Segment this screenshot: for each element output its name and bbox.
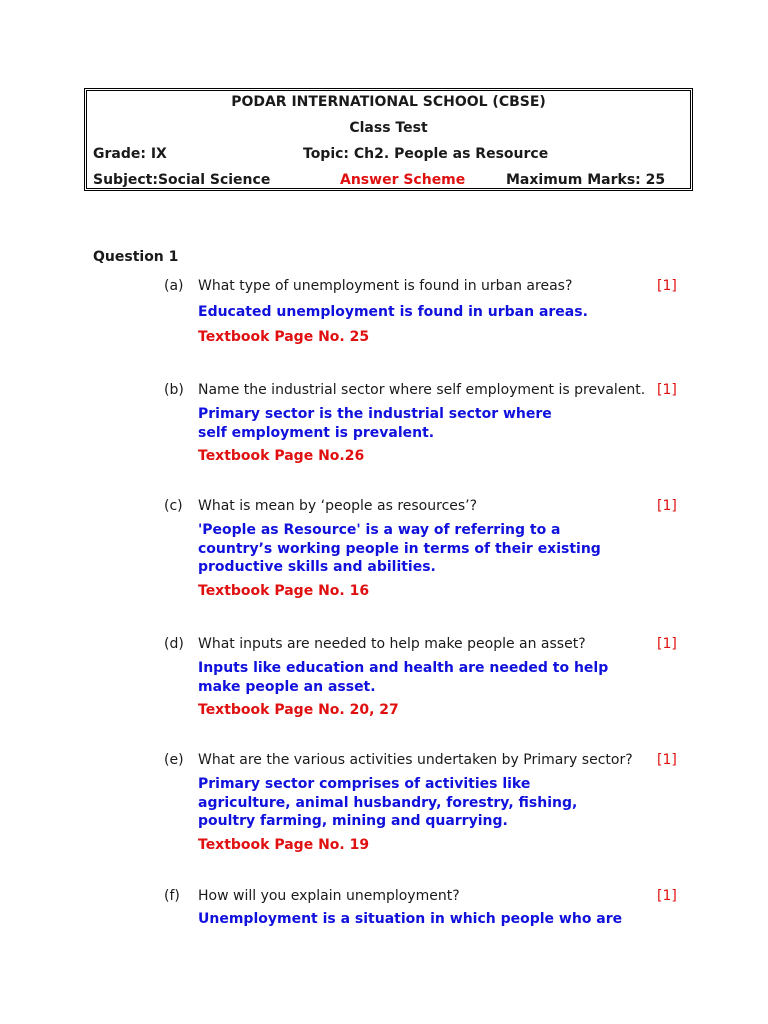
- item-reference: Textbook Page No. 25: [198, 329, 370, 345]
- item-mark: [1]: [657, 888, 677, 904]
- item-answer: Unemployment is a situation in which people who are: [198, 911, 623, 927]
- item-mark: [1]: [657, 382, 677, 398]
- item-reference: Textbook Page No.26: [198, 448, 365, 464]
- item-question: What inputs are needed to help make people an asset?: [198, 636, 586, 652]
- item-letter: (d): [164, 636, 184, 652]
- subject-label: Subject:Social Science: [93, 172, 271, 188]
- item-reference: Textbook Page No. 16: [198, 583, 370, 599]
- item-mark: [1]: [657, 278, 677, 294]
- test-type: Class Test: [349, 120, 428, 136]
- item-letter: (a): [164, 278, 184, 294]
- item-answer: 'People as Resource' is a way of referring to a country’s working people in terms of their existing productive skills and abilities.: [198, 522, 601, 575]
- item-reference: Textbook Page No. 20, 27: [198, 702, 399, 718]
- item-letter: (e): [164, 752, 184, 768]
- item-question: What type of unemployment is found in urban areas?: [198, 278, 573, 294]
- item-answer: Educated unemployment is found in urban areas.: [198, 304, 588, 320]
- item-mark: [1]: [657, 636, 677, 652]
- answer-scheme-label: Answer Scheme: [340, 172, 466, 188]
- max-marks-label: Maximum Marks: 25: [506, 172, 666, 188]
- item-letter: (c): [164, 498, 183, 514]
- item-question: What are the various activities undertaken by Primary sector?: [198, 752, 633, 768]
- item-reference: Textbook Page No. 19: [198, 837, 370, 853]
- item-mark: [1]: [657, 498, 677, 514]
- item-answer: Primary sector is the industrial sector where self employment is prevalent.: [198, 406, 552, 441]
- item-answer: Primary sector comprises of activities like agriculture, animal husbandry, forestry, fishing, poultry farming, mining and quarrying.: [198, 776, 578, 829]
- item-letter: (f): [164, 888, 180, 904]
- grade-label: Grade: IX: [93, 146, 167, 162]
- item-question: Name the industrial sector where self employment is prevalent.: [198, 382, 646, 398]
- item-question: What is mean by ‘people as resources’?: [198, 498, 478, 514]
- item-question: How will you explain unemployment?: [198, 888, 460, 904]
- topic-label: Topic: Ch2. People as Resource: [303, 146, 549, 162]
- item-mark: [1]: [657, 752, 677, 768]
- item-answer: Inputs like education and health are needed to help make people an asset.: [198, 660, 609, 695]
- item-letter: (b): [164, 382, 184, 398]
- question-heading: Question 1: [93, 249, 179, 265]
- header-box: [84, 88, 693, 191]
- school-name: PODAR INTERNATIONAL SCHOOL (CBSE): [231, 94, 546, 110]
